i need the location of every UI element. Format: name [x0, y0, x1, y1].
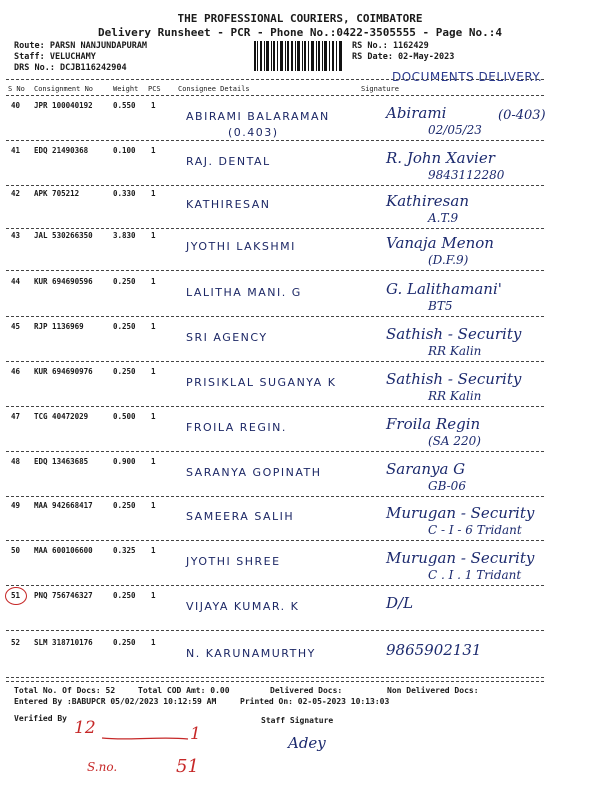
route-label: Route: PARSN NANJUNDAPURAM — [14, 41, 148, 51]
row-consignee: SARANYA GOPINATH — [186, 466, 322, 479]
row-divider — [6, 496, 544, 497]
row-consignee: RAJ. DENTAL — [186, 155, 271, 168]
row-signature-note: C . I . 1 Tridant — [428, 568, 522, 582]
row-consignee: ABIRAMI BALARAMAN — [186, 110, 330, 123]
row-signature-note: 02/05/23 — [428, 123, 482, 137]
row-consignee: JYOTHI LAKSHMI — [186, 240, 296, 253]
row-signature-note: (SA 220) — [428, 434, 481, 448]
row-pcs: 1 — [151, 412, 156, 421]
row-weight: 0.250 — [113, 501, 136, 510]
rs-number: RS No.: 1162429 — [352, 41, 429, 51]
row-consignment-no: TCG 40472029 — [34, 412, 89, 421]
printed-on: Printed On: 02-05-2023 10:13:03 — [240, 697, 390, 706]
staff-signature: Adey — [288, 734, 326, 752]
row-consignee: LALITHA MANI. G — [186, 286, 302, 299]
row-consignee: FROILA REGIN. — [186, 421, 287, 434]
row-signature-note: RR Kalin — [428, 389, 482, 403]
row-signature: Murugan - Security — [386, 504, 535, 522]
verified-by-label: Verified By — [14, 714, 67, 723]
row-weight: 0.250 — [113, 591, 136, 600]
row-signature: Abirami — [386, 104, 447, 122]
row-sno: 41 — [11, 146, 21, 155]
row-pcs: 1 — [151, 638, 156, 647]
row-consignee: SAMEERA SALIH — [186, 510, 295, 523]
row-sno: 40 — [11, 101, 21, 110]
row-divider — [6, 228, 544, 229]
row-pcs: 1 — [151, 146, 156, 155]
row-signature: Sathish - Security — [386, 370, 522, 388]
row-signature-extra: (0-403) — [498, 108, 546, 123]
row-sno: 50 — [11, 546, 21, 555]
row-weight: 0.250 — [113, 638, 136, 647]
row-weight: 0.100 — [113, 146, 136, 155]
handwritten-sno-value: 51 — [176, 756, 199, 777]
row-consignment-no: JAL 530266350 — [34, 231, 93, 240]
row-sno: 46 — [11, 367, 21, 376]
header-top-rule — [6, 79, 544, 80]
row-sno: 47 — [11, 412, 21, 421]
row-weight: 0.550 — [113, 101, 136, 110]
row-pcs: 1 — [151, 367, 156, 376]
drs-number: DRS No.: DCJB116242904 — [14, 63, 127, 73]
row-weight: 3.830 — [113, 231, 136, 240]
row-pcs: 1 — [151, 457, 156, 466]
total-cod: Total COD Amt: 0.00 — [138, 686, 230, 695]
documents-delivery-stamp: DOCUMENTS DELIVERY. — [392, 70, 543, 84]
total-docs: Total No. Of Docs: 52 — [14, 686, 116, 695]
staff-signature-label: Staff Signature — [261, 716, 334, 725]
row-consignee: VIJAYA KUMAR. K — [186, 600, 300, 613]
row-weight: 0.250 — [113, 367, 136, 376]
row-signature-note: RR Kalin — [428, 344, 482, 358]
row-pcs: 1 — [151, 277, 156, 286]
row-signature: G. Lalithamani' — [386, 280, 502, 298]
handwritten-sno-label: S.no. — [87, 760, 118, 774]
col-sno: S No — [8, 85, 25, 93]
row-signature: R. John Xavier — [386, 149, 495, 167]
footer-rule — [6, 681, 544, 682]
runsheet-title: THE PROFESSIONAL COURIERS, COIMBATORE — [177, 12, 423, 25]
row-consignment-no: KUR 694690596 — [34, 277, 93, 286]
row-pcs: 1 — [151, 546, 156, 555]
row-weight: 0.250 — [113, 322, 136, 331]
handwritten-count-a: 12 — [74, 718, 96, 738]
row-consignment-no: RJP 1136969 — [34, 322, 84, 331]
row-consignment-no: SLM 318710176 — [34, 638, 93, 647]
row-divider — [6, 630, 544, 631]
row-signature-note: C - I - 6 Tridant — [428, 523, 522, 537]
row-signature: 9865902131 — [386, 641, 482, 659]
row-divider — [6, 406, 544, 407]
row-signature-note: A.T.9 — [428, 211, 459, 225]
staff-label: Staff: VELUCHAMY — [14, 52, 96, 62]
row-signature: Sathish - Security — [386, 325, 522, 343]
row-signature-note: BT5 — [428, 299, 453, 313]
row-divider — [6, 585, 544, 586]
row-signature: D/L — [386, 594, 414, 612]
row-sno: 52 — [11, 638, 21, 647]
row-consignee: N. KARUNAMURTHY — [186, 647, 316, 660]
row-signature: Saranya G — [386, 460, 466, 478]
row-pcs: 1 — [151, 322, 156, 331]
row-signature-note: 9843112280 — [428, 168, 505, 182]
row-signature-note: GB-06 — [428, 479, 466, 493]
row-divider — [6, 140, 544, 141]
col-signature: Signature — [361, 85, 399, 93]
row-pcs: 1 — [151, 101, 156, 110]
row-pcs: 1 — [151, 501, 156, 510]
delivered-docs: Delivered Docs: — [270, 686, 343, 695]
row-weight: 0.250 — [113, 277, 136, 286]
row-consignment-no: EDQ 13463685 — [34, 457, 89, 466]
row-consignment-no: MAA 942668417 — [34, 501, 93, 510]
row-sno: 44 — [11, 277, 21, 286]
row-signature: Murugan - Security — [386, 549, 535, 567]
row-divider — [6, 361, 544, 362]
row-consignee: PRISIKLAL SUGANYA K — [186, 376, 337, 389]
row-sno: 49 — [11, 501, 21, 510]
row-sno: 51 — [11, 591, 21, 600]
row-consignment-no: MAA 600106600 — [34, 546, 93, 555]
row-divider — [6, 185, 544, 186]
row-signature: Vanaja Menon — [386, 234, 494, 252]
col-consignee: Consignee Details — [178, 85, 250, 93]
row-signature-note: (D.F.9) — [428, 253, 469, 267]
col-pcs: PCS — [148, 85, 161, 93]
row-divider — [6, 540, 544, 541]
col-weight: Weight — [113, 85, 139, 93]
row-consignee-extra: (0.403) — [228, 126, 279, 139]
row-sno: 45 — [11, 322, 21, 331]
row-pcs: 1 — [151, 189, 156, 198]
entered-by: Entered By :BABUPCR 05/02/2023 10:12:59 AM — [14, 697, 217, 706]
row-consignee: SRI AGENCY — [186, 331, 268, 344]
row-consignment-no: JPR 100040192 — [34, 101, 93, 110]
row-weight: 0.500 — [113, 412, 136, 421]
barcode — [254, 41, 342, 71]
row-consignment-no: APK 705212 — [34, 189, 80, 198]
rs-date: RS Date: 02-May-2023 — [352, 52, 455, 62]
row-weight: 0.330 — [113, 189, 136, 198]
row-divider — [6, 270, 544, 271]
header-bottom-rule — [6, 95, 544, 96]
row-pcs: 1 — [151, 591, 156, 600]
row-pcs: 1 — [151, 231, 156, 240]
row-consignee: JYOTHI SHREE — [186, 555, 281, 568]
hand-underline — [100, 732, 190, 742]
row-51-circle-mark — [5, 587, 27, 605]
runsheet-subtitle: Delivery Runsheet - PCR - Phone No.:0422-3505555 - Page No.:4 — [98, 26, 502, 39]
row-sno: 48 — [11, 457, 21, 466]
row-consignee: KATHIRESAN — [186, 198, 271, 211]
col-consignment: Consignment No — [34, 85, 94, 93]
non-delivered-docs: Non Delivered Docs: — [387, 686, 479, 695]
row-signature: Kathiresan — [386, 192, 469, 210]
row-divider — [6, 316, 544, 317]
row-weight: 0.325 — [113, 546, 136, 555]
row-consignment-no: KUR 694690976 — [34, 367, 93, 376]
row-consignment-no: EDQ 21490368 — [34, 146, 89, 155]
row-divider — [6, 451, 544, 452]
row-weight: 0.900 — [113, 457, 136, 466]
row-consignment-no: PNQ 756746327 — [34, 591, 93, 600]
row-signature: Froila Regin — [386, 415, 481, 433]
row-sno: 43 — [11, 231, 21, 240]
row-sno: 42 — [11, 189, 21, 198]
row-divider — [6, 677, 544, 678]
handwritten-count-b: 1 — [190, 724, 201, 744]
